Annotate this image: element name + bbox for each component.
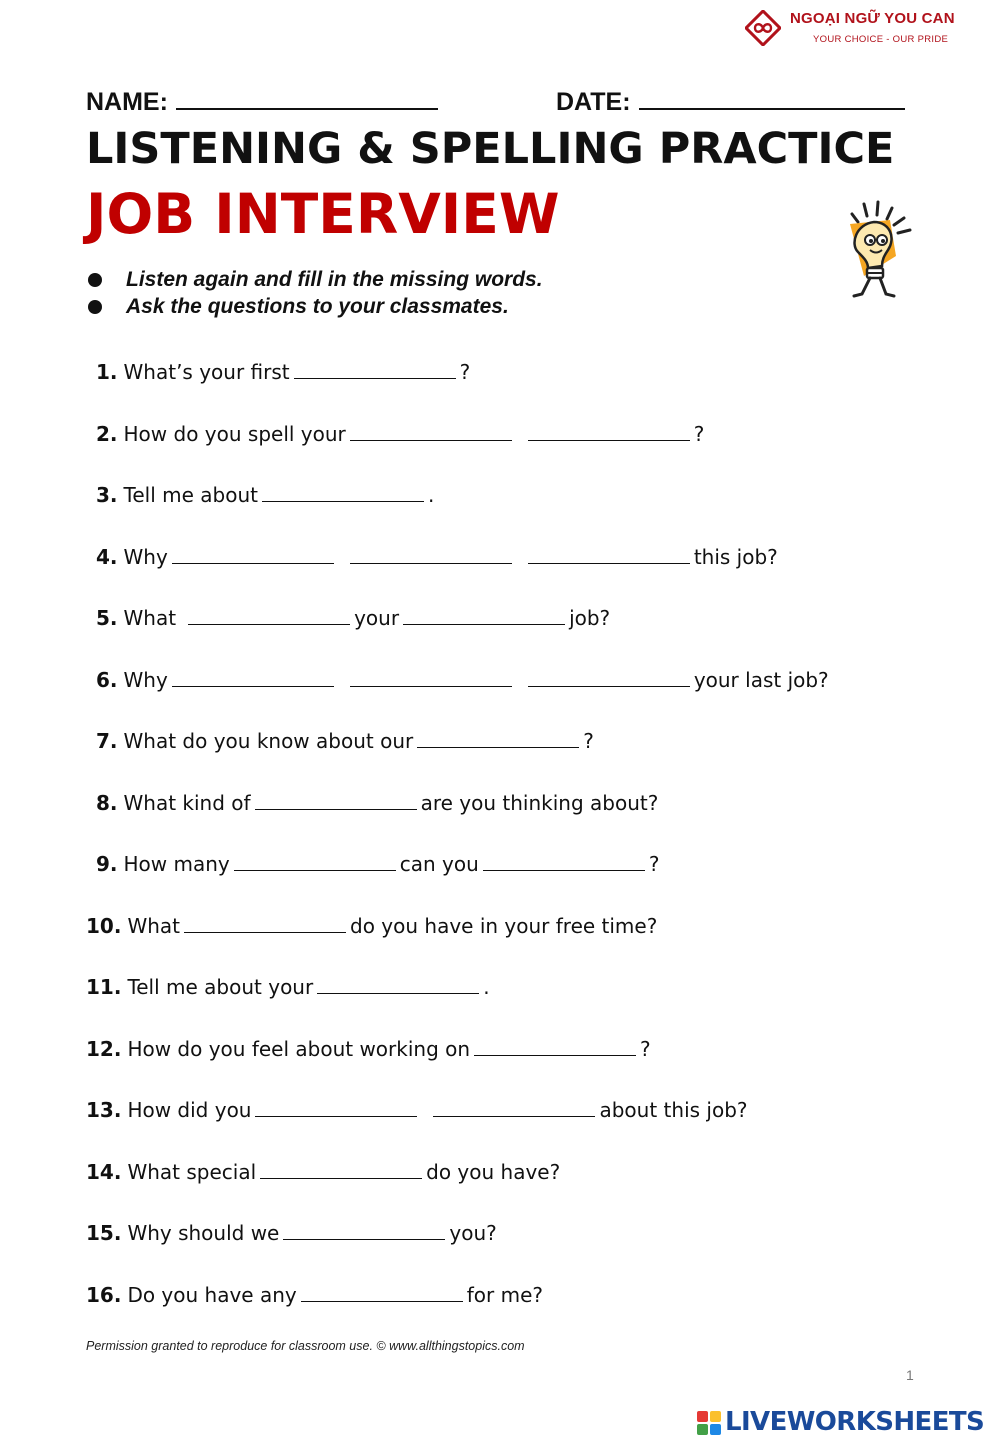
question-number: 8.: [96, 791, 118, 815]
brand-logo: [745, 6, 990, 48]
bullet-icon: [88, 273, 102, 287]
question-number: 1.: [96, 360, 118, 384]
answer-blank[interactable]: [350, 420, 512, 441]
question-text: How did you: [127, 1098, 252, 1122]
question-text: for me?: [466, 1283, 543, 1307]
question-15: [86, 1219, 497, 1245]
brand-name: NGOẠI NGỮ YOU CAN: [790, 10, 955, 27]
question-text: What: [123, 606, 177, 630]
question-number: 12.: [86, 1037, 122, 1061]
instruction-text: Ask the questions to your classmates.: [126, 295, 509, 318]
infinity-logo-icon: [745, 10, 781, 46]
question-number: 6.: [96, 668, 118, 692]
page-number: 1: [906, 1367, 914, 1383]
question-text: do you have in your free time?: [350, 914, 658, 938]
question-number: 2.: [96, 422, 118, 446]
instruction-item: [86, 266, 543, 293]
question-number: 15.: [86, 1221, 122, 1245]
answer-blank[interactable]: [528, 666, 690, 687]
question-6: [96, 666, 829, 692]
answer-blank[interactable]: [188, 604, 350, 625]
answer-blank[interactable]: [255, 1096, 417, 1117]
answer-blank[interactable]: [234, 850, 396, 871]
question-text: Why: [123, 668, 168, 692]
brand-tagline: YOUR CHOICE - OUR PRIDE: [813, 34, 949, 45]
question-10: [86, 912, 657, 938]
question-1: [96, 358, 470, 384]
question-text: How do you feel about working on: [127, 1037, 471, 1061]
question-text: about this job?: [599, 1098, 748, 1122]
question-number: 13.: [86, 1098, 122, 1122]
question-text: Tell me about your: [127, 975, 314, 999]
answer-blank[interactable]: [294, 358, 456, 379]
question-text: do you have?: [426, 1160, 561, 1184]
question-text: you?: [449, 1221, 497, 1245]
answer-blank[interactable]: [172, 666, 334, 687]
permission-footer: Permission granted to reproduce for classroom use. © www.allthingstopics.com: [86, 1339, 525, 1353]
question-text: ?: [459, 360, 471, 384]
question-text: How many: [123, 852, 230, 876]
answer-blank[interactable]: [403, 604, 565, 625]
liveworksheets-text: LIVEWORKSHEETS: [725, 1407, 985, 1437]
question-8: [96, 789, 658, 815]
name-line[interactable]: [176, 86, 438, 110]
question-number: 10.: [86, 914, 122, 938]
answer-blank[interactable]: [283, 1219, 445, 1240]
question-text: What’s your first: [123, 360, 290, 384]
answer-blank[interactable]: [301, 1281, 463, 1302]
date-field[interactable]: [556, 86, 905, 117]
question-number: 3.: [96, 483, 118, 507]
page-title: LISTENING & SPELLING PRACTICE: [86, 124, 895, 174]
question-12: [86, 1035, 651, 1061]
answer-blank[interactable]: [528, 543, 690, 564]
question-14: [86, 1158, 560, 1184]
question-text: can you: [399, 852, 479, 876]
instructions: [86, 266, 543, 320]
question-text: Why should we: [127, 1221, 280, 1245]
answer-blank[interactable]: [417, 727, 579, 748]
question-text: are you thinking about?: [420, 791, 659, 815]
question-text: your: [354, 606, 400, 630]
name-field[interactable]: [86, 86, 438, 117]
name-label: NAME:: [86, 88, 168, 116]
question-text: Tell me about: [123, 483, 258, 507]
question-text: What do you know about our: [123, 729, 414, 753]
question-text: .: [427, 483, 435, 507]
answer-blank[interactable]: [184, 912, 346, 933]
question-text: ?: [583, 729, 594, 753]
question-text: What special: [127, 1160, 257, 1184]
question-5: [96, 604, 610, 630]
liveworksheets-blocks-icon: [697, 1411, 723, 1437]
question-number: 14.: [86, 1160, 122, 1184]
answer-blank[interactable]: [172, 543, 334, 564]
question-text: What: [127, 914, 180, 938]
answer-blank[interactable]: [260, 1158, 422, 1179]
question-text: .: [483, 975, 490, 999]
question-number: 7.: [96, 729, 118, 753]
instruction-text: Listen again and fill in the missing words.: [126, 268, 543, 291]
question-number: 11.: [86, 975, 122, 999]
question-number: 4.: [96, 545, 118, 569]
question-9: [96, 850, 659, 876]
date-label: DATE:: [556, 88, 631, 116]
question-2: [96, 420, 704, 446]
lightbulb-character-icon: [842, 198, 920, 304]
question-13: [86, 1096, 748, 1122]
question-4: [96, 543, 778, 569]
question-number: 9.: [96, 852, 118, 876]
question-3: [96, 481, 434, 507]
question-16: [86, 1281, 543, 1307]
question-number: 16.: [86, 1283, 122, 1307]
answer-blank[interactable]: [317, 973, 479, 994]
question-text: ?: [640, 1037, 651, 1061]
question-text: your last job?: [693, 668, 829, 692]
question-11: [86, 973, 490, 999]
answer-blank[interactable]: [483, 850, 645, 871]
question-text: Why: [123, 545, 168, 569]
question-text: job?: [569, 606, 611, 630]
answer-blank[interactable]: [433, 1096, 595, 1117]
liveworksheets-watermark: [697, 1406, 993, 1440]
answer-blank[interactable]: [474, 1035, 636, 1056]
date-line[interactable]: [639, 86, 905, 110]
page-subtitle: JOB INTERVIEW: [86, 182, 560, 246]
question-text: this job?: [693, 545, 778, 569]
answer-blank[interactable]: [350, 666, 512, 687]
answer-blank[interactable]: [255, 789, 417, 810]
question-text: ?: [693, 422, 705, 446]
question-number: 5.: [96, 606, 118, 630]
answer-blank[interactable]: [262, 481, 424, 502]
answer-blank[interactable]: [528, 420, 690, 441]
question-text: How do you spell your: [123, 422, 346, 446]
question-text: What kind of: [123, 791, 251, 815]
answer-blank[interactable]: [350, 543, 512, 564]
question-text: Do you have any: [127, 1283, 297, 1307]
question-text: ?: [648, 852, 660, 876]
question-7: [96, 727, 594, 753]
bullet-icon: [88, 300, 102, 314]
instruction-item: [86, 293, 543, 320]
